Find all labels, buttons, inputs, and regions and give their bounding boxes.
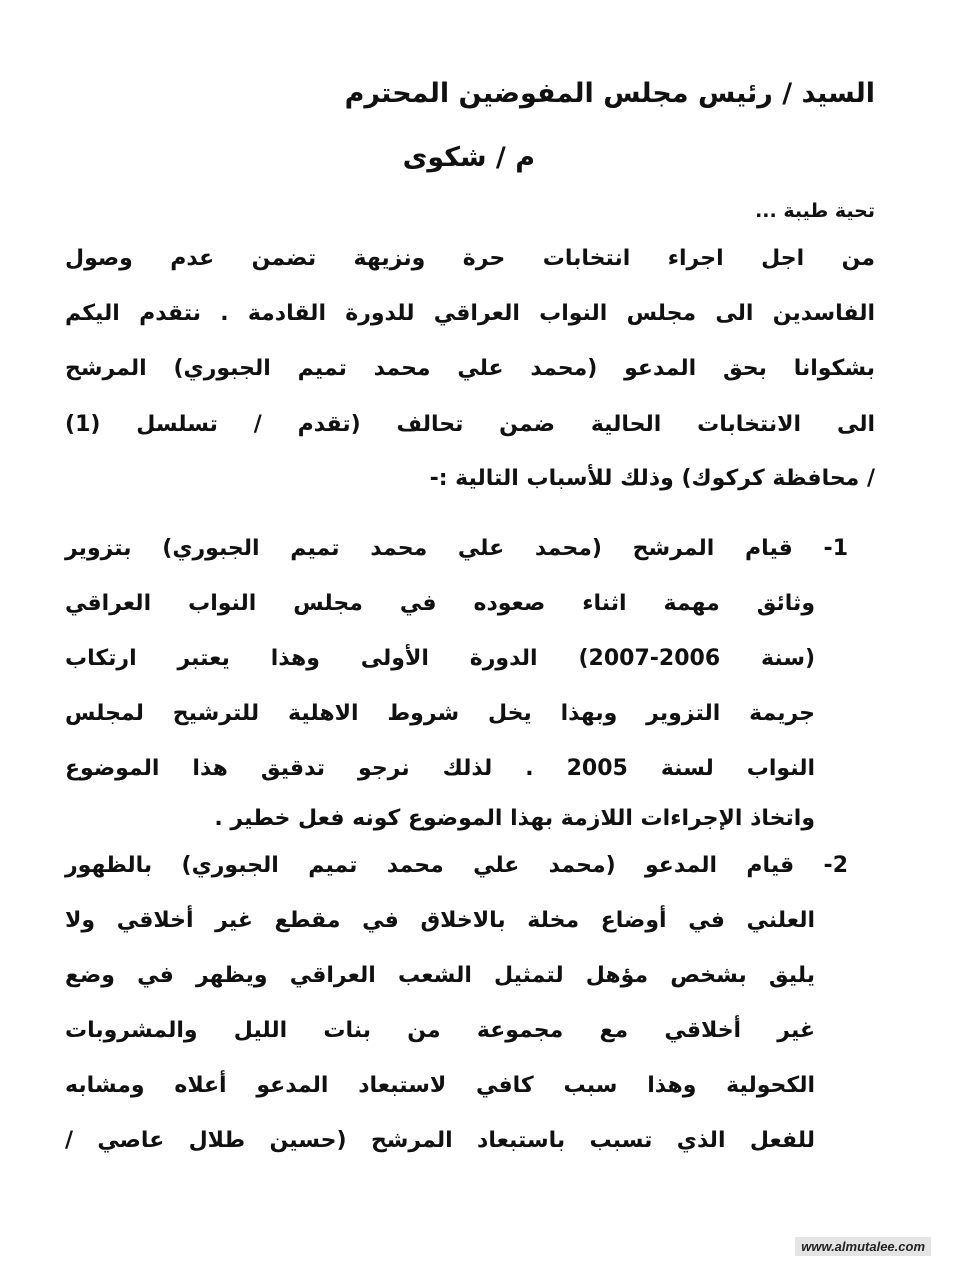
item-1-line: وثائق مهمة اثناء صعوده في مجلس النواب العراقي [65, 591, 815, 616]
item-1-line: 1- قيام المرشح (محمد علي محمد تميم الجبوري) بتزوير [65, 536, 848, 561]
letter-addressee: السيد / رئيس مجلس المفوضين المحترم [344, 78, 875, 109]
item-2-line: 2- قيام المدعو (محمد علي محمد تميم الجبوري) بالظهور [65, 853, 848, 878]
item-1-line: النواب لسنة 2005 . لذلك نرجو تدقيق هذا الموضوع [65, 756, 815, 781]
item-2-line: العلني في أوضاع مخلة بالاخلاق في مقطع غير أخلاقي ولا [65, 908, 815, 933]
item-2-line: للفعل الذي تسبب باستبعاد المرشح (حسين طلال عاصي / [65, 1128, 815, 1153]
item-1-line: جريمة التزوير وبهذا يخل شروط الاهلية للترشيح لمجلس [65, 701, 815, 726]
intro-line: / محافظة كركوك) وذلك للأسباب التالية :- [429, 466, 875, 491]
watermark: www.almutalee.com [795, 1237, 931, 1256]
item-1-line: واتخاذ الإجراءات اللازمة بهذا الموضوع كونه فعل خطير . [214, 806, 815, 831]
item-1-line: (سنة 2006-2007) الدورة الأولى وهذا يعتبر ارتكاب [65, 646, 816, 671]
item-2-line: يليق بشخص مؤهل لتمثيل الشعب العراقي ويظهر في وضع [65, 963, 815, 988]
intro-line: الى الانتخابات الحالية ضمن تحالف (تقدم / تسلسل (1) [65, 412, 875, 437]
intro-line: من اجل اجراء انتخابات حرة ونزيهة تضمن عدم وصول [65, 246, 875, 271]
letter-greeting: تحية طيبة ... [755, 200, 875, 222]
item-2-line: الكحولية وهذا سبب كافي لاستبعاد المدعو أعلاه ومشابه [65, 1073, 815, 1098]
item-2-line: غير أخلاقي مع مجموعة من بنات الليل والمشروبات [65, 1018, 815, 1043]
letter-subject: م / شكوى [402, 142, 535, 173]
intro-line: الفاسدين الى مجلس النواب العراقي للدورة القادمة . نتقدم اليكم [65, 301, 875, 326]
intro-line: بشكوانا بحق المدعو (محمد علي محمد تميم الجبوري) المرشح [65, 356, 875, 381]
